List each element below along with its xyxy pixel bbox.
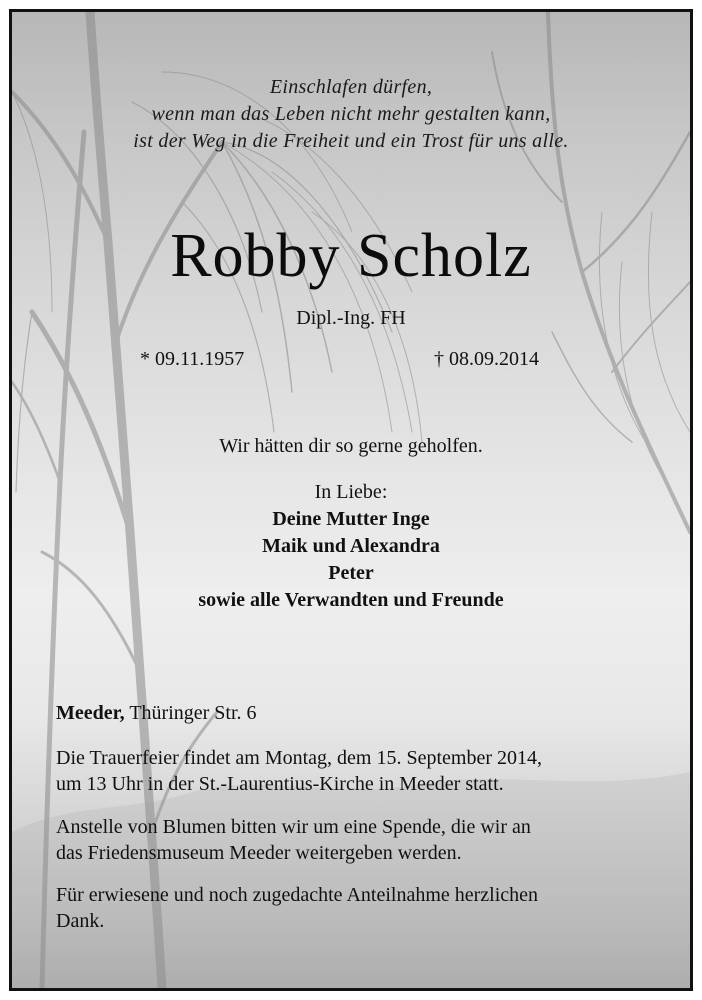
quote-line: wenn man das Leben nicht mehr gestalten kann, (151, 103, 551, 125)
address (56, 700, 257, 726)
mourner-name: Peter (328, 562, 374, 584)
death-date: † 08.09.2014 (434, 348, 539, 370)
funeral-paragraph (56, 745, 666, 797)
donation-paragraph (56, 814, 666, 866)
obituary-notice (9, 9, 693, 991)
paragraph-line: das Friedensmuseum Meeder weitergeben werden. (56, 842, 462, 864)
address-town: Meeder, (56, 702, 125, 724)
birth-date: * 09.11.1957 (140, 348, 245, 370)
paragraph-line: um 13 Uhr in der St.-Laurentius-Kirche in Meeder statt. (56, 773, 504, 795)
mourners-list (12, 506, 690, 614)
thanks-paragraph (56, 882, 666, 934)
notice-content (12, 12, 690, 988)
quote-line: Einschlafen dürfen, (269, 76, 433, 98)
quote-line: ist der Weg in die Freiheit und ein Trost für uns alle. (133, 130, 569, 152)
memorial-quote (12, 74, 690, 155)
deceased-name: Robby Scholz (170, 222, 532, 290)
deceased-title: Dipl.-Ing. FH (296, 307, 406, 329)
mourner-name: sowie alle Verwandten und Freunde (198, 589, 504, 611)
farewell-line: Wir hätten dir so gerne geholfen. (219, 435, 483, 457)
paragraph-line: Für erwiesene und noch zugedachte Anteilnahme herzlichen (56, 884, 539, 906)
address-street: Thüringer Str. 6 (129, 702, 257, 724)
paragraph-line: Die Trauerfeier findet am Montag, dem 15. September 2014, (56, 747, 542, 769)
mourners-intro: In Liebe: (314, 481, 388, 503)
paragraph-line: Dank. (56, 910, 105, 932)
paragraph-line: Anstelle von Blumen bitten wir um eine Spende, die wir an (56, 816, 531, 838)
mourner-name: Maik und Alexandra (262, 535, 440, 557)
mourner-name: Deine Mutter Inge (272, 508, 430, 530)
